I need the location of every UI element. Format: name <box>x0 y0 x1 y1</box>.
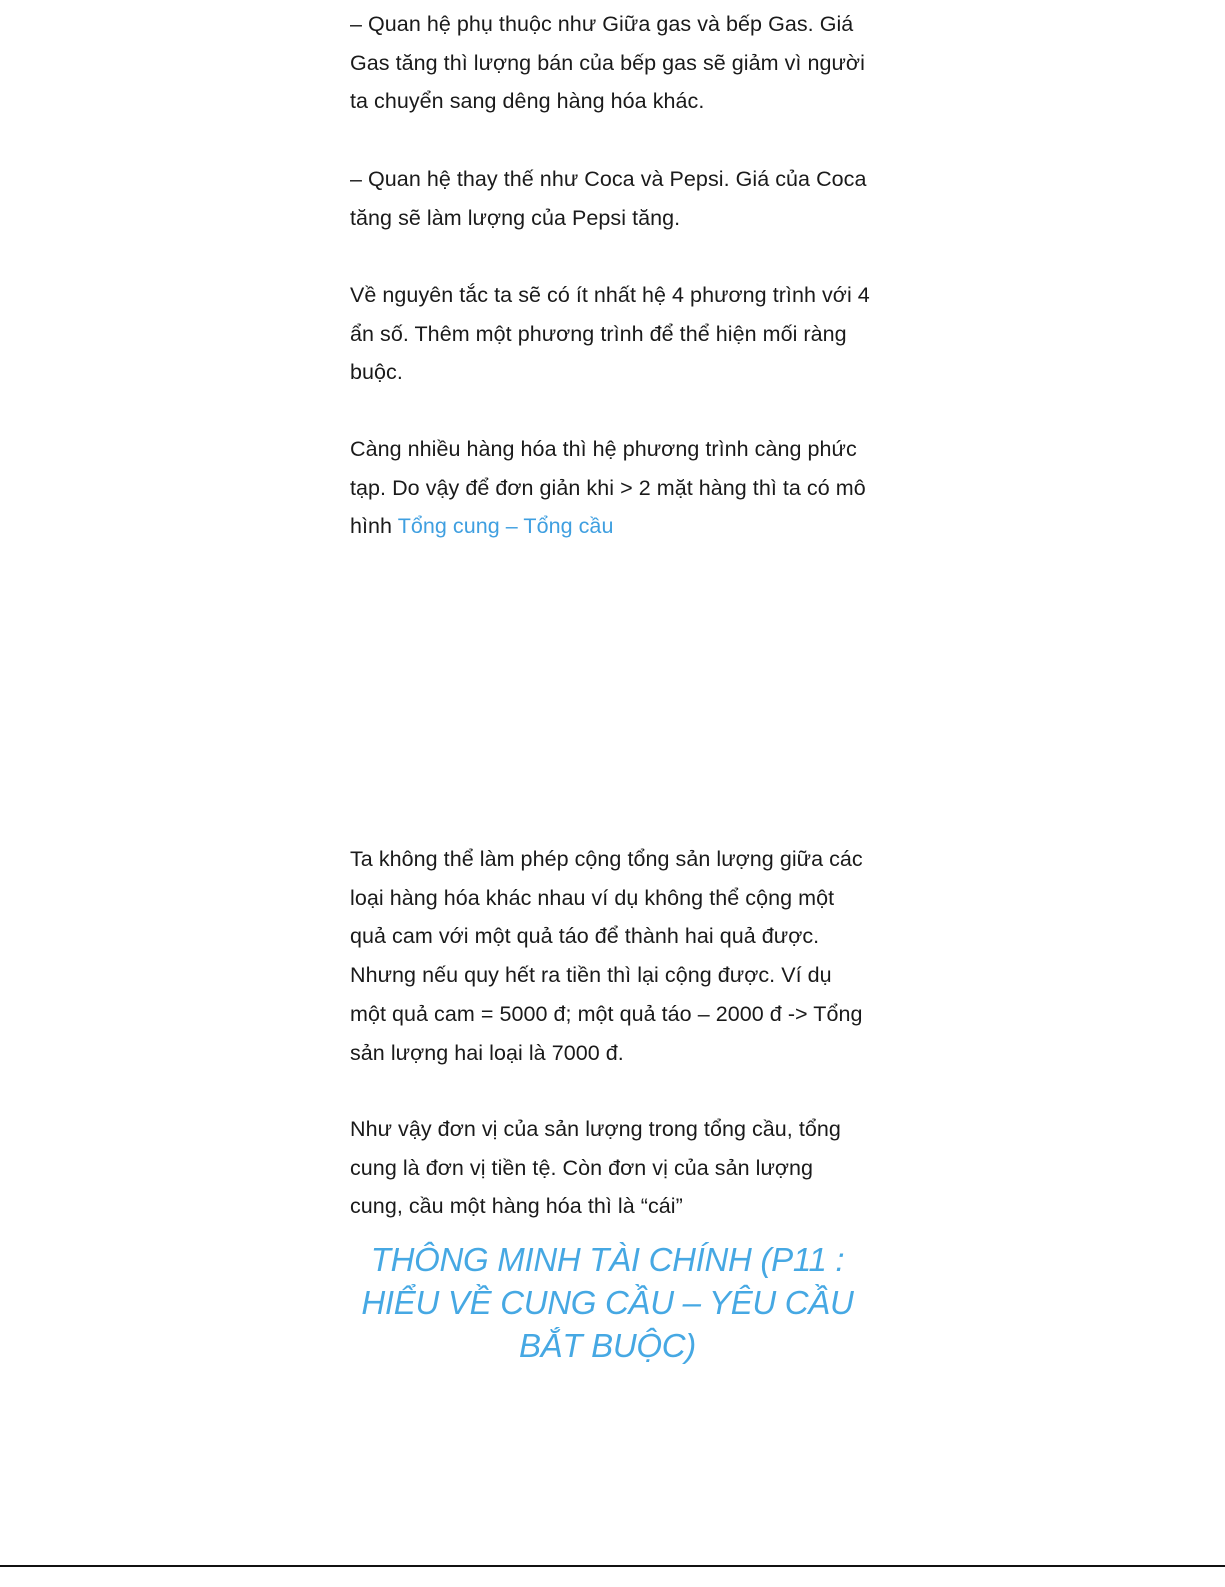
aggregate-supply-demand-link[interactable]: Tổng cung – Tổng cầu <box>397 514 614 539</box>
paragraph-model-intro-text: Càng nhiều hàng hóa thì hệ phương trình càng phức tạp. Do vậy để đơn giản khi > 2 mặt hàng thì ta có mô hình <box>350 437 866 539</box>
paragraph-output-summation: Ta không thể làm phép cộng tổng sản lượng giữa các loại hàng hóa khác nhau ví dụ không thể cộng một quả cam với một quả táo để thành hai quả được. Nhưng nếu quy hết ra tiền thì lại cộng được. Ví dụ một quả cam = 5000 đ; một quả táo – 2000 đ -> Tổng sản lượng hai loại là 7000 đ. <box>350 847 863 1065</box>
embedded-content-area <box>350 580 870 810</box>
related-article-title-link[interactable]: THÔNG MINH TÀI CHÍNH (P11 : HIỂU VỀ CUNG CẦU – YÊU CẦU BẮT BUỘC) <box>361 1241 854 1364</box>
paragraph-output-unit: Như vậy đơn vị của sản lượng trong tổng cầu, tổng cung là đơn vị tiền tệ. Còn đơn vị của sản lượng cung, cầu một hàng hóa thì là “cái” <box>350 1117 841 1219</box>
bottom-divider <box>0 1565 1225 1587</box>
paragraph-substitute-goods: – Quan hệ thay thế như Coca và Pepsi. Giá của Coca tăng sẽ làm lượng của Pepsi tăng. <box>350 167 867 230</box>
paragraph-complementary-goods: – Quan hệ phụ thuộc như Giữa gas và bếp Gas. Giá Gas tăng thì lượng bán của bếp gas sẽ giảm vì người ta chuyển sang dêng hàng hóa khác. <box>350 12 865 114</box>
paragraph-equation-system: Về nguyên tắc ta sẽ có ít nhất hệ 4 phương trình với 4 ẩn số. Thêm một phương trình để thể hiện mối ràng buộc. <box>350 283 870 385</box>
paragraph-model-intro <box>350 430 870 546</box>
